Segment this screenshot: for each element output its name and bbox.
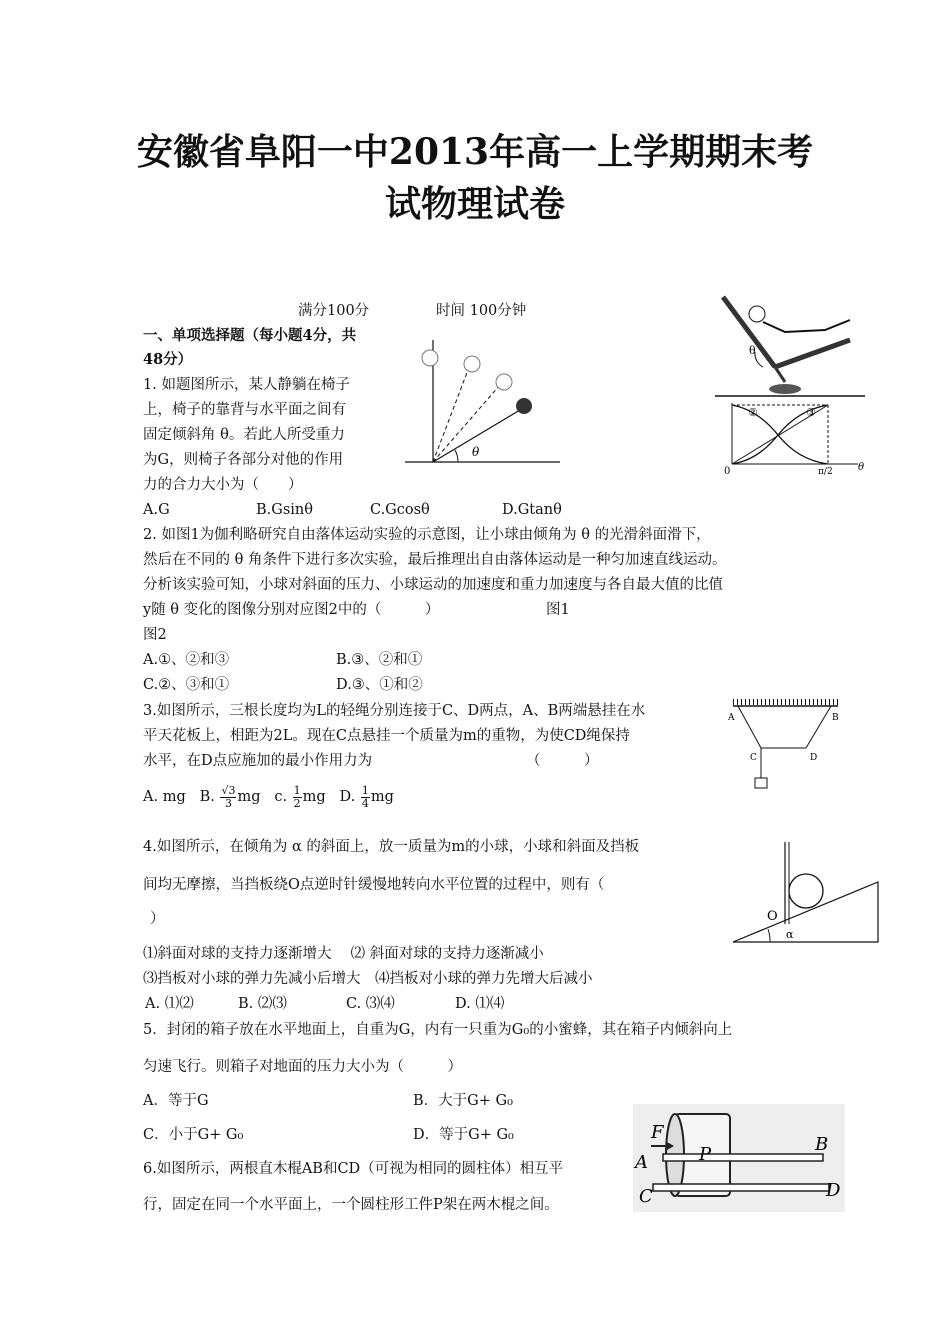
q1-line: 上，椅子的靠背与水平面之间有 [143, 402, 346, 418]
exam-time: 时间 100分钟 [436, 303, 527, 319]
chair-seat [775, 340, 850, 367]
angle-arc [455, 450, 458, 462]
q1-option-a: A.G [143, 502, 170, 518]
q4-line: ） [150, 911, 165, 927]
label-p: P [699, 1144, 712, 1165]
weight-box [755, 778, 767, 788]
reclining-chair-figure [715, 292, 865, 402]
wedge-figure [730, 842, 880, 944]
q2-option-a: A.①、②和③ [143, 652, 230, 668]
incline-line [433, 385, 500, 462]
label-a: A [635, 1152, 648, 1173]
q3-option-d: D. [339, 789, 356, 805]
q4-line: 4.如图所示，在倾角为 α 的斜面上，放一质量为m的小球，小球和斜面及挡板 [143, 839, 640, 855]
q3-option-a: A. mg [143, 789, 186, 805]
q3-line: 3.如图所示，三根长度均为L的轻绳分别连接于C、D两点，A、B两端悬挂在水 [143, 703, 646, 719]
q5-option-d: D．等于G+ G₀ [413, 1127, 514, 1143]
q1-line: 为G，则椅子各部分对他的作用 [143, 452, 344, 468]
q3-blank: （ ） [526, 753, 599, 769]
label-2: ② [748, 406, 758, 419]
q6-line: 行，固定在同一个水平面上，一个圆柱形工件P架在两木棍之间。 [143, 1197, 559, 1213]
label-a: A [728, 713, 735, 723]
label-b: B [815, 1134, 829, 1155]
q2-line: 分析该实验可知，小球对斜面的压力、小球运动的加速度和重力加速度与各自最大值的比值 [143, 577, 723, 593]
q4-statement: ⑴斜面对球的支持力逐渐增大 ⑵ 斜面对球的支持力逐渐减小 [143, 946, 544, 962]
ball [789, 874, 823, 908]
label-o: O [767, 909, 778, 924]
q3-option-d-fraction: $\frac{1}{4}$ [361, 783, 369, 810]
q6-line: 6.如图所示，两根直木棍AB和CD（可视为相同的圆柱体）相互平 [143, 1161, 564, 1177]
q1-option-b: B.Gsinθ [256, 502, 313, 518]
rod-ab [663, 1154, 823, 1161]
q4-statement: ⑶挡板对小球的弹力先减小后增大 ⑷挡板对小球的弹力先增大后减小 [143, 971, 593, 987]
q5-option-c: C．小于G+ G₀ [143, 1127, 244, 1143]
person-head [749, 306, 765, 322]
q2-line: 然后在不同的 θ 角条件下进行多次实验，最后推理出自由落体运动是一种匀加速直线运动。 [143, 552, 727, 568]
q3-line: 平天花板上，相距为2L。现在C点悬挂一个质量为m的重物，为使CD绳保持 [143, 728, 630, 744]
q2-fig2-label: 图2 [143, 627, 167, 643]
q3-option-b-fraction: $\frac{√3}{3}$ [221, 783, 236, 810]
q5-option-a: A．等于G [143, 1093, 209, 1109]
q4-option-d: D. ⑴⑷ [455, 996, 505, 1012]
label-c: C [639, 1186, 653, 1207]
q1-option-d: D.Gtanθ [502, 502, 562, 518]
section-heading-b: 48分） [143, 351, 193, 368]
angle-arc [755, 352, 763, 367]
q5-option-b: B．大于G+ G₀ [413, 1093, 513, 1109]
half-pi-label: π/2 [818, 467, 833, 477]
rope-db [806, 706, 831, 748]
galileo-incline-figure [400, 340, 560, 470]
chair-theta-label: θ [749, 344, 756, 357]
ball [464, 356, 480, 372]
label-3: ③ [806, 406, 816, 419]
rods-cylinder-figure [633, 1104, 845, 1212]
label-f: F [651, 1122, 664, 1143]
rope-figure [728, 698, 843, 793]
page-title-line2: 试物理试卷 [384, 183, 565, 225]
theta-label: θ [472, 445, 480, 459]
q2-option-b: B.③、②和① [336, 652, 423, 668]
ratio-graph-figure [718, 400, 868, 475]
chair-stand [775, 367, 785, 382]
chair-base [769, 384, 801, 394]
q5-line: 5．封闭的箱子放在水平地面上，自重为G，内有一只重为G₀的小蜜蜂，其在箱子内倾斜向上 [143, 1022, 733, 1038]
q1-line: 1. 如题图所示，某人静躺在椅子 [143, 377, 350, 393]
ball [422, 350, 438, 366]
rope-ac [738, 706, 761, 748]
q4-option-c: C. ⑶⑷ [346, 996, 395, 1012]
label-d: D [810, 753, 818, 763]
q4-line: 间均无摩擦，当挡板绕O点逆时针缓慢地转向水平位置的过程中，则有（ [143, 877, 605, 893]
label-c: C [750, 753, 757, 763]
q3-option-c: c. [274, 789, 288, 805]
q5-line: 匀速飞行。则箱子对地面的压力大小为（ ） [143, 1059, 462, 1075]
full-score: 满分100分 [298, 303, 370, 319]
q2-line: y随 θ 变化的图像分别对应图2中的（ ） [143, 602, 440, 618]
q3-options: A. mg B. $\frac{√3}{3}$ mg c. $\frac{1}{2}$ mg D. $\frac{1}{4}$ mg [143, 783, 394, 810]
q2-option-d: D.③、①和② [336, 677, 423, 693]
label-alpha: α [786, 928, 794, 941]
section-heading-a: 一、单项选择题（每小题4分，共 [143, 327, 357, 344]
q3-option-c-fraction: $\frac{1}{2}$ [293, 783, 301, 810]
alpha-arc [768, 929, 770, 942]
origin-label: 0 [724, 466, 731, 477]
label-b: B [832, 713, 839, 723]
incline-line [433, 370, 468, 462]
label-d: D [826, 1180, 841, 1201]
person-body [763, 320, 850, 332]
theta-axis-label: θ [858, 462, 865, 473]
page-title-line1: 安徽省阜阳一中2013年高一上学期期末考 [136, 131, 814, 173]
q1-line: 固定倾斜角 θ。若此人所受重力 [143, 427, 345, 443]
ball [496, 374, 512, 390]
q4-option-b: B. ⑵⑶ [238, 996, 287, 1012]
q2-fig1-label: 图1 [546, 602, 570, 618]
q1-option-c: C.Gcosθ [370, 502, 430, 518]
q3-option-b: B. [199, 789, 215, 805]
q2-line: 2. 如图1为伽利略研究自由落体运动实验的示意图，让小球由倾角为 θ 的光滑斜面滑下， [143, 527, 711, 543]
q2-option-c: C.②、③和① [143, 677, 230, 693]
rod-cd [653, 1184, 829, 1191]
ball [516, 398, 532, 414]
q1-line: 力的合力大小为（ ） [143, 477, 303, 493]
q3-line: 水平，在D点应施加的最小作用力为 [143, 753, 373, 769]
q4-option-a: A. ⑴⑵ [145, 996, 194, 1012]
